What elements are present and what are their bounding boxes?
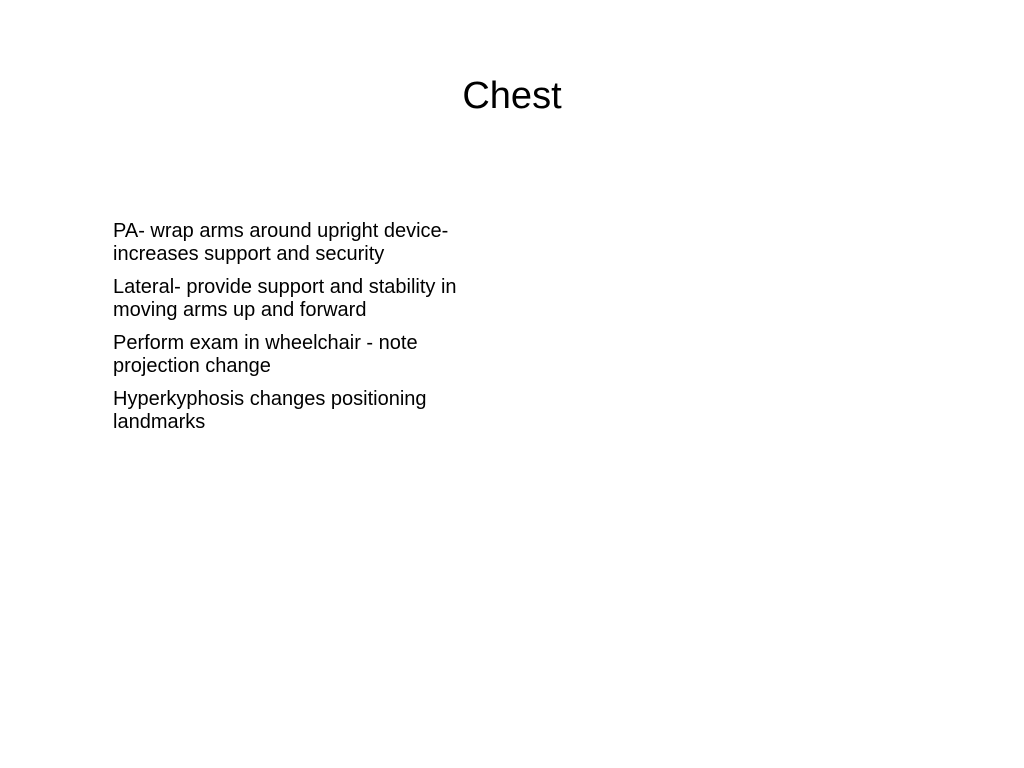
slide-title: Chest [462,75,562,117]
bullet-item: Perform exam in wheelchair - note projection change [113,332,418,377]
bullet-item: PA- wrap arms around upright device- increases support and security [113,220,449,265]
bullet-item: Hyperkyphosis changes positioning landmarks [113,388,427,433]
bullet-list [113,220,485,433]
bullet-item: Lateral- provide support and stability in moving arms up and forward [113,276,457,321]
